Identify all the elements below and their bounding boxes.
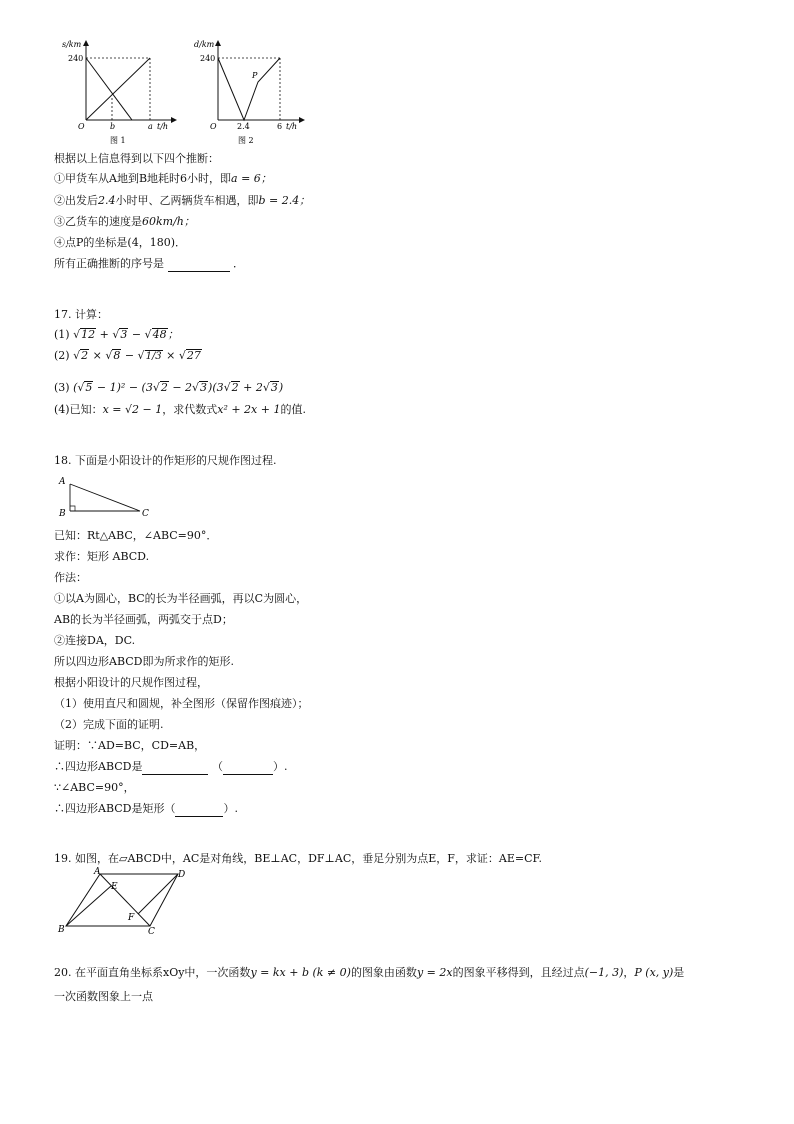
q18-method: 作法： xyxy=(54,571,87,584)
q16-item-4: ④点P的坐标是(4，180)． xyxy=(54,236,186,249)
q18-blank-2[interactable] xyxy=(223,760,273,775)
fig1-y240: 240 xyxy=(68,54,84,63)
q17-part-1: (1) √12 + √3 − √48； xyxy=(54,328,179,341)
q18-proof-3: ∵∠ABC=90°， xyxy=(54,781,135,794)
fig2-point-p: P xyxy=(252,71,258,80)
q16-item-3: ③乙货车的速度是60km/h； xyxy=(54,215,195,228)
q18-proof-4: ∴四边形ABCD是矩形（ ）. xyxy=(54,802,238,815)
q18-label-c: C xyxy=(142,509,149,519)
q18-side-ac xyxy=(70,484,140,511)
fig2-y240: 240 xyxy=(200,54,216,63)
fig1-xunit: t/h xyxy=(157,122,169,131)
q20-line-2: 一次函数图象上一点 xyxy=(54,990,153,1003)
fig1-line-jia xyxy=(86,58,150,120)
q18-sub-2: （2）完成下面的证明. xyxy=(54,718,164,731)
q18-right-angle-mark xyxy=(70,506,75,511)
q18-step-2: ②连接DA，DC. xyxy=(54,634,136,647)
q20-line-1: 20. 在平面直角坐标系xOy中，一次函数y = kx + b (k ≠ 0)的图象由函数y = 2x的图象平移得到，且经过点(−1, 3)，P (x, y)是 xyxy=(54,966,685,979)
q16-item-2: ②出发后2.4小时甲、乙两辆货车相遇，即b = 2.4； xyxy=(54,194,311,207)
q19-title: 19. 如图，在▱ABCD中，AC是对角线，BE⊥AC，DF⊥AC，垂足分别为点E，F，求证：AE=CF. xyxy=(54,852,542,865)
figure-1 xyxy=(60,38,180,148)
fig1-x-arrow xyxy=(171,117,177,123)
q18-blank-3[interactable] xyxy=(175,802,223,817)
fig2-caption: 图 2 xyxy=(238,136,254,145)
fig2-y-arrow xyxy=(215,40,221,46)
fig1-caption: 图 1 xyxy=(110,136,126,145)
fig1-xa: a xyxy=(148,122,153,131)
q18-sub-1: （1）使用直尺和圆规，补全图形（保留作图痕迹）； xyxy=(54,697,309,710)
fig2-x-arrow xyxy=(299,117,305,123)
fig1-line-yi xyxy=(86,58,132,120)
fig2-x24: 2.4 xyxy=(237,122,250,131)
q18-step-1b: AB的长为半径画弧，两弧交于点D； xyxy=(54,613,233,626)
fig2-xunit: t/h xyxy=(286,122,298,131)
q18-proof-1: 证明：∵AD=BC，CD=AB， xyxy=(54,739,206,752)
q18-label-b: B xyxy=(59,509,66,519)
q19-label-b: B xyxy=(58,925,65,935)
figure-2 xyxy=(192,38,312,148)
fig2-ylabel: d/km xyxy=(194,40,215,49)
q18-blank-1[interactable] xyxy=(142,760,208,775)
q18-step-1a: ①以A为圆心，BC的长为半径画弧，再以C为圆心， xyxy=(54,592,308,605)
q18-label-a: A xyxy=(59,477,66,487)
fig2-distance-line xyxy=(218,58,280,120)
fig1-xb: b xyxy=(110,122,116,131)
fig2-x6: 6 xyxy=(277,122,283,131)
q19-label-f: F xyxy=(128,913,135,923)
q18-find: 求作：矩形 ABCD. xyxy=(54,550,150,563)
q17-part-3: (3) (√5 − 1)² − (3√2 − 2√3)(3√2 + 2√3) xyxy=(54,381,284,394)
q16-ask: 所有正确推断的序号是 ． xyxy=(54,257,244,270)
q19-parallelogram-figure xyxy=(56,866,196,938)
q19-parallelogram xyxy=(66,874,178,926)
q18-triangle-figure xyxy=(56,474,166,520)
q18-proof-2: ∴四边形ABCD是 （ ）. xyxy=(54,760,288,773)
fig1-ylabel: s/km xyxy=(62,40,82,49)
q17-title: 17. 计算： xyxy=(54,308,108,321)
q18-title: 18. 下面是小阳设计的作矩形的尺规作图过程. xyxy=(54,454,277,467)
q19-label-e: E xyxy=(111,882,118,892)
fig1-y-arrow xyxy=(83,40,89,46)
q19-label-d: D xyxy=(178,870,186,880)
q19-perp-df xyxy=(138,874,178,914)
q17-part-4: (4)已知：x = √2 − 1，求代数式x² + 2x + 1的值. xyxy=(54,403,306,416)
q16-item-1: ①甲货车从A地到B地耗时6小时，即a = 6； xyxy=(54,172,272,185)
q16-answer-blank[interactable] xyxy=(168,257,230,272)
q16-intro: 根据以上信息得到以下四个推断： xyxy=(54,152,219,165)
q19-label-a: A xyxy=(94,867,101,877)
fig1-origin: O xyxy=(78,122,85,131)
fig2-origin: O xyxy=(210,122,217,131)
q17-part-2: (2) √2 × √8 − √1/3 × √27 xyxy=(54,349,201,362)
q18-step-4: 根据小阳设计的尺规作图过程， xyxy=(54,676,208,689)
q18-given: 已知：Rt△ABC，∠ABC=90°． xyxy=(54,529,218,542)
q18-step-3: 所以四边形ABCD即为所求作的矩形. xyxy=(54,655,234,668)
q19-label-c: C xyxy=(148,927,155,937)
q19-diagonal-ac xyxy=(100,874,150,926)
